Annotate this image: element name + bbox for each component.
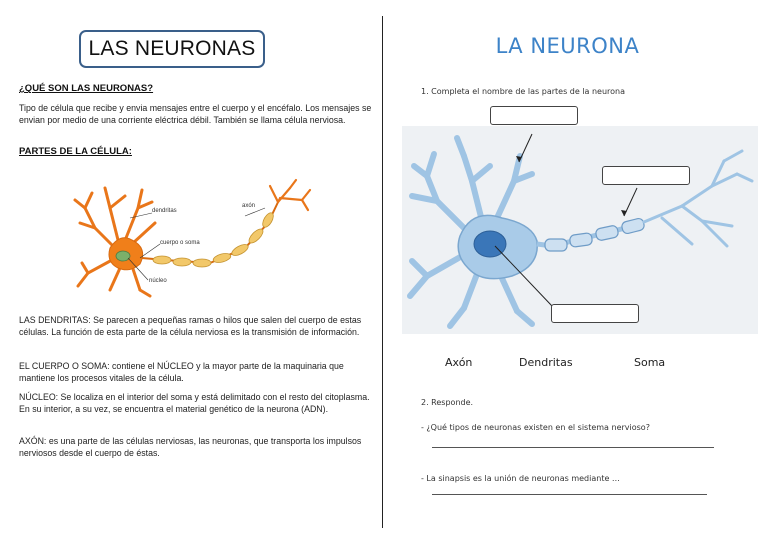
neuron-illustration <box>402 126 758 334</box>
question-1: 1. Completa el nombre de las partes de la neurona <box>421 87 626 96</box>
question-2a: - ¿Qué tipos de neuronas existen en el sistema nervioso? <box>421 423 650 432</box>
answer-box-soma[interactable] <box>551 304 639 323</box>
answer-box-axon[interactable] <box>602 166 690 185</box>
parts-heading: PARTES DE LA CÉLULA: <box>19 146 132 157</box>
neuron-diagram <box>70 178 315 298</box>
answer-box-dendritas[interactable] <box>490 106 578 125</box>
paragraph-soma: EL CUERPO O SOMA: contiene el NÚCLEO y la mayor parte de la maquinaria que mantiene los procesos vitales de la célula. <box>19 361 344 384</box>
answer-line-2b[interactable] <box>432 494 707 495</box>
label-cuerpo: cuerpo o soma <box>160 240 200 246</box>
label-dendritas: dendritas <box>152 208 177 214</box>
question-heading: ¿QUÉ SON LAS NEURONAS? <box>19 83 154 94</box>
page-divider <box>382 16 383 528</box>
question-2b: - La sinapsis es la unión de neuronas mediante … <box>421 474 620 483</box>
label-axon: axón <box>242 203 256 209</box>
paragraph-nucleo: NÚCLEO: Se localiza en el interior del soma y está delimitado con el resto del citoplasma. En su interior, a su vez, se encuentra el material genético de la neurona (ADN). <box>19 392 370 415</box>
paragraph-dendritas: LAS DENDRITAS: Se parecen a pequeñas ramas o hilos que salen del cuerpo de estas células. La función de esta parte de la célula nerviosa es la transmisión de información. <box>19 315 362 338</box>
word-soma: Soma <box>634 356 666 369</box>
word-dendritas: Dendritas <box>519 356 573 369</box>
intro-paragraph: Tipo de célula que recibe y envia mensajes entre el cuerpo y el encéfalo. Los mensajes se envian por medio de una corriente eléctrica débil. También se llama célula nerviosa. <box>19 103 372 126</box>
left-page-title: LAS NEURONAS <box>79 30 265 68</box>
paragraph-axon: AXÓN: es una parte de las células nerviosas, las neuronas, que transporta los impulsos nerviosos desde el cuerpo de éstas. <box>19 436 362 459</box>
answer-line-2a[interactable] <box>432 447 714 448</box>
question-2: 2. Responde. <box>421 398 474 407</box>
word-axon: Axón <box>445 356 473 369</box>
label-nucleo: núcleo <box>149 278 167 284</box>
right-page-title: LA NEURONA <box>495 34 640 58</box>
